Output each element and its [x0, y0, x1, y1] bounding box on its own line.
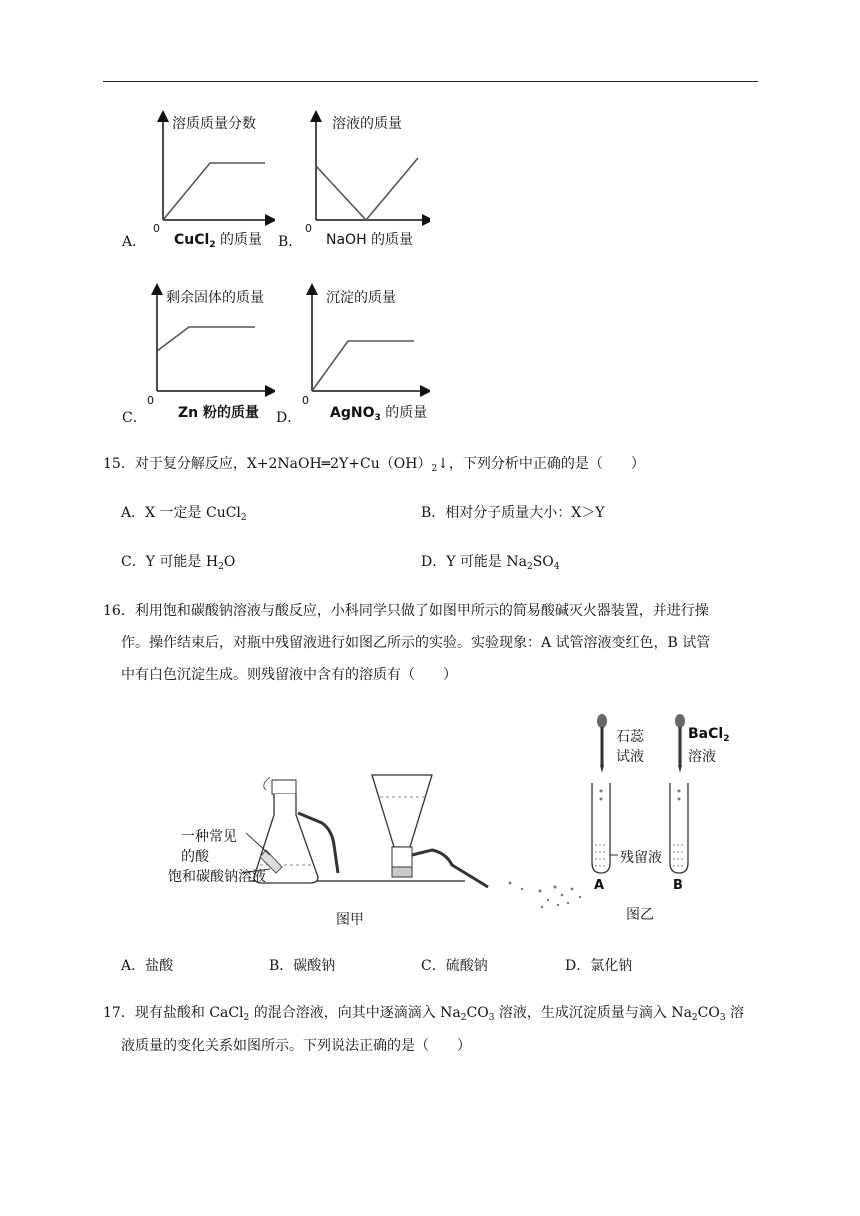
curve [312, 341, 414, 391]
label-residue: 残留液 [620, 850, 662, 866]
q15-stem: 15．对于复分解反应，$X+2NaOH═2Y+Cu(OH)_2↓$，下列分析中正确的是（ ） [103, 456, 645, 474]
graph-d-xlabel: AgNO$_3$ 的质量 [330, 405, 428, 423]
label-acid-1: 一种常见 [181, 829, 237, 845]
q16-option-b: B．碳酸钠 [269, 958, 336, 974]
graph-d-letter: D． [276, 410, 302, 426]
q16-option-d: D．氯化钠 [565, 958, 633, 974]
q16-stem-line2: 作。操作结束后，对瓶中残留液进行如图乙所示的实验。实验现象：A 试管溶液变红色，B 试管 [121, 635, 711, 651]
graph-b-letter: B． [278, 234, 303, 250]
q15-option-d: D．Y 可能是 $Na_2SO_4$ [421, 554, 560, 572]
label-bacl2: BaCl$_2$ [688, 726, 730, 744]
label-tube-b: B [673, 878, 683, 893]
graph-a-ylabel: 溶质质量分数 [172, 116, 256, 132]
label-tube-a: A [594, 878, 605, 893]
label-shirui-1: 石蕊 [616, 729, 644, 745]
label-solution: 饱和碳酸钠溶液 [168, 869, 266, 885]
q17-stem-line1: 17．现有盐酸和 CaCl$_2$ 的混合溶液，向其中逐滴滴入 $Na_2CO_3$ 溶液，生成沉淀质量与滴入 $Na_2CO_3$ 溶 [103, 1005, 745, 1023]
q16-figure [170, 705, 740, 935]
caption-jia: 图甲 [336, 912, 364, 928]
graph-d-origin: 0 [302, 394, 309, 407]
curve [157, 327, 255, 351]
graph-c-ylabel: 剩余固体的质量 [166, 290, 264, 306]
graph-c-letter: C． [122, 410, 147, 426]
inverted-flask [372, 775, 488, 887]
graph-b-origin: 0 [305, 222, 312, 235]
graph-b-xlabel: NaOH 的质量 [326, 232, 414, 248]
curve [163, 163, 265, 220]
label-acid-2: 的酸 [181, 849, 209, 865]
label-shirui-2: 试液 [616, 749, 644, 765]
q17-stem-line2: 液质量的变化关系如图所示。下列说法正确的是（ ） [121, 1038, 471, 1054]
test-tube-a [592, 714, 618, 873]
q15-option-b: B．相对分子质量大小：X＞Y [421, 505, 605, 521]
q16-stem-line3: 中有白色沉淀生成。则残留液中含有的溶质有（ ） [121, 667, 457, 683]
graph-a-xlabel: CuCl$_2$ 的质量 [174, 232, 263, 250]
q16-stem-line1: 16．利用饱和碳酸钠溶液与酸反应，小科同学只做了如图甲所示的简易酸碱灭火器装置，并进行操 [103, 603, 709, 619]
graph-b-ylabel: 溶液的质量 [332, 116, 402, 132]
q16-option-c: C．硫酸钠 [421, 958, 488, 974]
q15-option-c: C．Y 可能是 $H_2O$ [121, 554, 236, 572]
graph-a-origin: 0 [153, 222, 160, 235]
graph-c-origin: 0 [147, 394, 154, 407]
curve [316, 158, 418, 220]
q16-option-a: A．盐酸 [121, 958, 174, 974]
header-rule [103, 81, 758, 82]
caption-yi: 图乙 [626, 907, 654, 923]
graph-c-xlabel: Zn 粉的质量 [178, 405, 259, 421]
graph-d-ylabel: 沉淀的质量 [326, 290, 396, 306]
q15-option-a: A．X 一定是 CuCl$_2$ [121, 505, 247, 523]
conical-flask [254, 777, 338, 883]
test-tube-b [670, 714, 688, 873]
label-bacl2-solution: 溶液 [688, 749, 716, 765]
graph-a-letter: A． [122, 234, 147, 250]
spray-droplets [509, 882, 582, 909]
